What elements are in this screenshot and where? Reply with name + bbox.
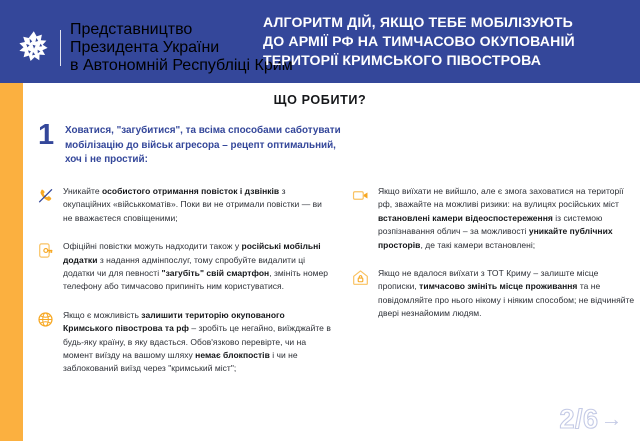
accent-stripe (0, 83, 23, 441)
logo-text-line-2: Президента України (70, 39, 220, 56)
bullet-column-right (352, 185, 638, 336)
page-title-line-2: ДО АРМІЇ РФ НА ТИМЧАСОВО ОКУПОВАНІЙ (263, 33, 575, 50)
logo-text-line-1: Представництво (70, 21, 193, 38)
logo-block (17, 21, 293, 75)
list-item-text: Офіційні повістки можуть надходити також у російські мобільні додатки з надання адмінпослуг, тому спробуйте видалити ці додатки чи для певності "загубіть" свій смартфон, змініть номер телефону або тимчасово припиніть ним користуватися. (63, 241, 329, 292)
page-title-line-3: ТЕРИТОРІЇ КРИМСЬКОГО ПІВОСТРОВА (263, 52, 542, 69)
section-title: ЩО РОБИТИ? (273, 93, 367, 107)
list-item (37, 240, 333, 294)
globe-icon (37, 310, 54, 329)
page-title-line-1: АЛГОРИТМ ДІЙ, ЯКЩО ТЕБЕ МОБІЛІЗУЮТЬ (263, 14, 573, 30)
logo-text-line-3: в Автономній Республіці Крим (70, 57, 293, 74)
list-item (37, 185, 333, 225)
step-number: 1 (38, 119, 55, 151)
lead-text (65, 124, 458, 168)
list-item-text: Якщо є можливість залишити територію окупованого Кримського півострова та рф – зробіть це негайно, виїжджайте в будь-яку країну, в яку вдасться. Обов'язково перевірте, чи на момент виїзду на вашому шляху немає блокпостів і чи не заблокований виїзд через "кримський міст"; (63, 309, 331, 374)
house-lock-icon (352, 268, 369, 287)
pagination[interactable] (559, 406, 623, 433)
video-camera-icon (352, 186, 369, 205)
list-item (352, 267, 638, 321)
pagination-label: 2/6 (559, 404, 599, 434)
arrow-right-icon[interactable]: → (600, 406, 623, 431)
list-item-text: Якщо не вдалося виїхати з ТОТ Криму – залиште місце прописки, тимчасово змініть місце проживання та не повідомляйте про нього нікому і ніяким способом; не відчиняйте двері незнайомим людям. (378, 268, 635, 319)
page-title (263, 13, 635, 71)
lead-block (38, 119, 458, 168)
page-header (0, 0, 640, 83)
lead-line-2: мобілізацію до військ агресора – рецепт оптимальний, (65, 139, 336, 151)
ukraine-crimea-emblem-icon (17, 30, 51, 66)
bullet-column-left (37, 185, 333, 391)
lead-line-1: Ховатися, "загубитися", та всіма способами саботувати (65, 125, 341, 136)
logo-divider (60, 30, 61, 66)
logo-text (70, 21, 293, 75)
lead-line-3: хоч і не простий: (65, 154, 148, 166)
list-item-text: Якщо виїхати не вийшло, але є змога заховатися на території рф, зважайте на можливі ризики: на вулицях російських міст встановлені камери відеоспостереження із системою розпізнавання облич – за можливості уникайте публічних просторів, де такі камери встановлені; (378, 186, 624, 250)
list-item-text: Уникайте особистого отримання повісток і дзвінків з окупаційних «військкоматів». Поки ви не отримали повістки — ви не вважаєтеся сповіщеними; (63, 186, 322, 223)
smartphone-icon (37, 241, 54, 260)
no-call-icon (37, 186, 54, 205)
list-item (352, 185, 638, 252)
list-item (37, 309, 333, 376)
